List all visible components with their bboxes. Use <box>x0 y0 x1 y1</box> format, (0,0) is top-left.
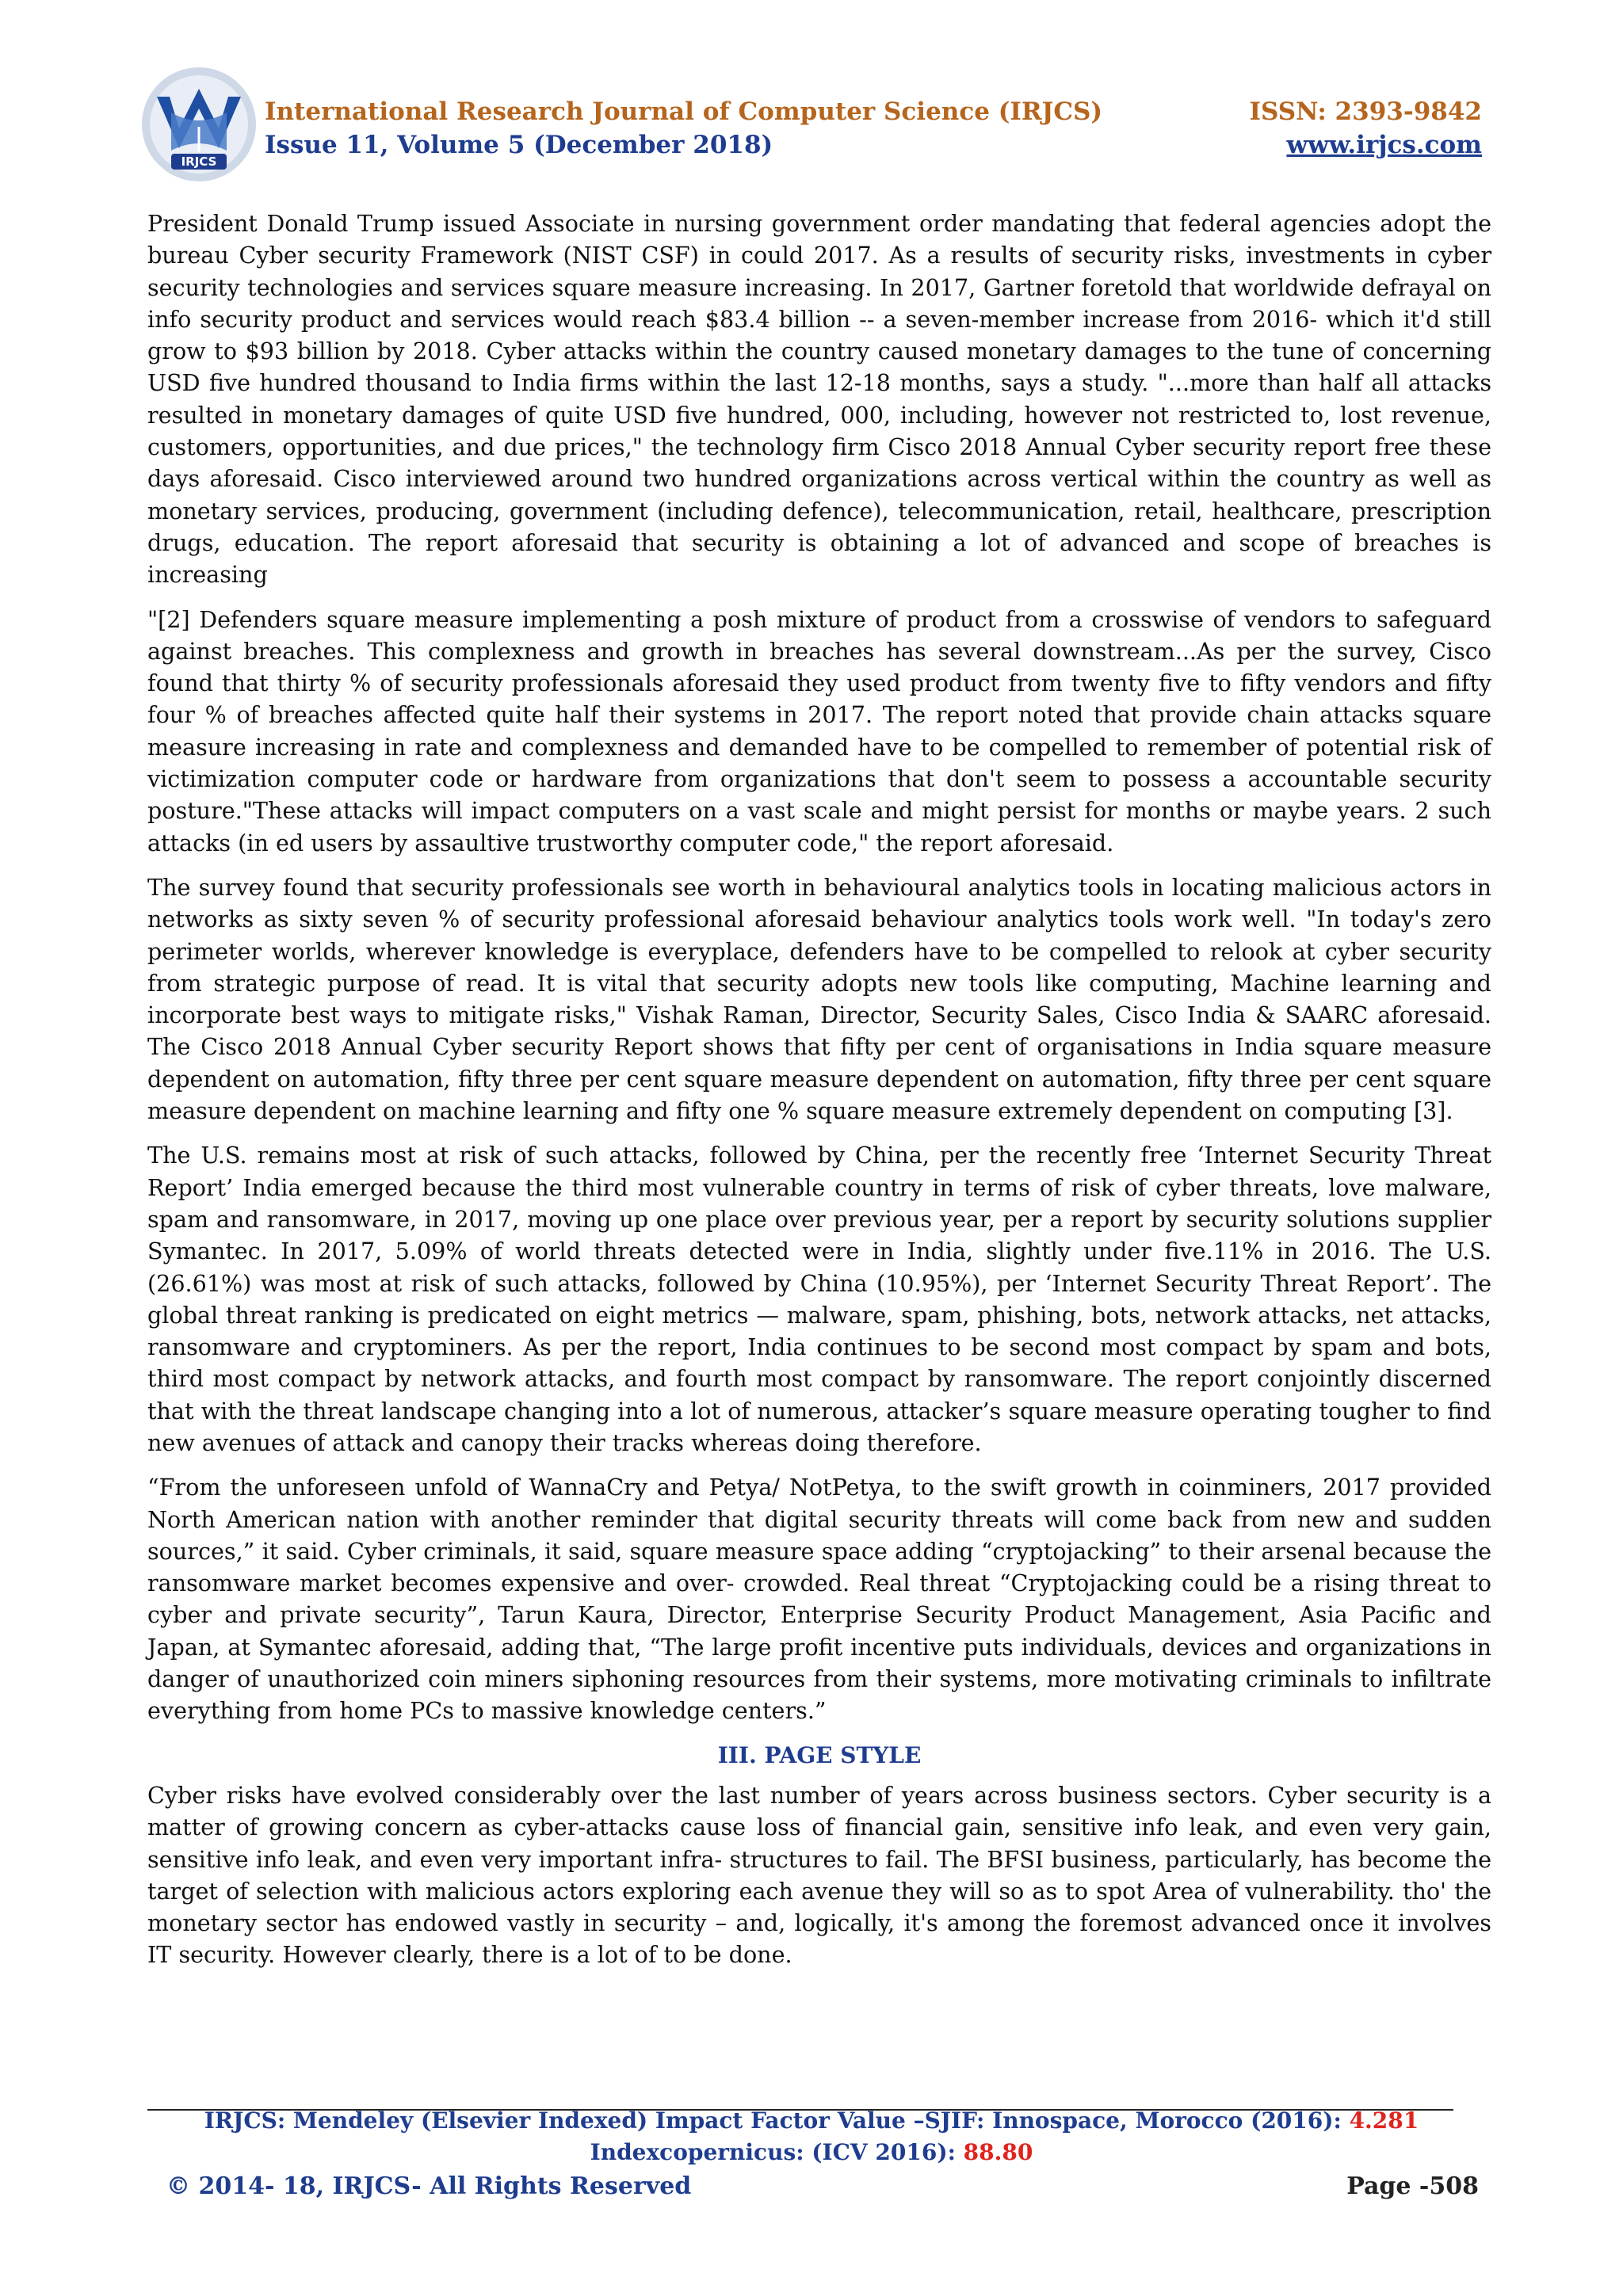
paragraph: "[2] Defenders square measure implementing a posh mixture of product from a crosswise of vendors to safeguard against breaches. This complexness and growth in breaches has several downstream...As per the survey, Cisco found that thirty % of security professionals aforesaid they used product from twenty five to fifty vendors and fifty four % of breaches affected quite half their systems in 2017. The report noted that provide chain attacks square measure increasing in rate and complexness and demanded have to be compelled to remember of potential risk of victimization computer code or hardware from organizations that don't seem to possess a accountable security posture."These attacks will impact computers on a vast scale and might persist for months or maybe years. 2 such attacks (in ed users by assaultive trustworthy computer code," the report aforesaid. <box>147 605 1491 856</box>
journal-title: International Research Journal of Computer Science (IRJCS) <box>265 97 1103 126</box>
paragraph: The survey found that security professionals see worth in behavioural analytics tools in locating malicious actors in networks as sixty seven % of security professional aforesaid behaviour analytics tools work well. "In today's zero perimeter worlds, wherever knowledge is everyplace, defenders have to be compelled to relook at cyber security from strategic purpose of read. It is vital that security adopts new tools like computing, Machine learning and incorporate best ways to mitigate risks," Vishak Raman, Director, Security Sales, Cisco India & SAARC aforesaid. The Cisco 2018 Annual Cyber security Report shows that fifty per cent of organisations in India square measure dependent on automation, fifty three per cent square measure dependent on automation, fifty three per cent square measure dependent on machine learning and fifty one % square measure extremely dependent on computing [3]. <box>147 873 1491 1125</box>
icv-line <box>0 2139 1623 2165</box>
paragraph: The U.S. remains most at risk of such attacks, followed by China, per the recently free ‘Internet Security Threat Report’ India emerged because the third most vulnerable country in terms of risk of cyber threats, love malware, spam and ransomware, in 2017, moving up one place over previous year, per a report by security solutions supplier Symantec. In 2017, 5.09% of world threats detected were in India, slightly under five.11% in 2016. The U.S. (26.61%) was most at risk of such attacks, followed by China (10.95%), per ‘Internet Security Threat Report’. The global threat ranking is predicated on eight metrics — malware, spam, phishing, bots, network attacks, net attacks, ransomware and cryptominers. As per the report, India continues to be second most compact by spam and bots, third most compact by network attacks, and fourth most compact by ransomware. The report conjointly discerned that with the threat landscape changing into a lot of numerous, attacker’s square measure operating tougher to find new avenues of attack and canopy their tracks whereas doing therefore. <box>147 1142 1491 1456</box>
paragraph: “From the unforeseen unfold of WannaCry and Petya/ NotPetya, to the swift growth in coinminers, 2017 provided North American nation with another reminder that digital security threats will come back from new and sudden sources,” it said. Cyber criminals, it said, square measure space adding “cryptojacking” to their arsenal because the ransomware market becomes expensive and over- crowded. Real threat “Cryptojacking could be a rising threat to cyber and private security”, Tarun Kaura, Director, Enterprise Security Product Management, Asia Pacific and Japan, at Symantec aforesaid, adding that, “The large profit incentive puts individuals, devices and organizations in danger of unauthorized coin miners siphoning resources from their systems, more motivating criminals to infiltrate everything from home PCs to massive knowledge centers.” <box>147 1474 1491 1725</box>
website-link[interactable]: www.irjcs.com <box>1286 131 1482 159</box>
journal-meta <box>1250 95 1483 162</box>
impact-factor-line <box>0 2107 1623 2134</box>
icv-value: 88.80 <box>963 2139 1033 2165</box>
issn: ISSN: 2393-9842 <box>1249 97 1482 126</box>
impact-value: 4.281 <box>1349 2107 1419 2134</box>
icv-label: Indexcopernicus: (ICV 2016): <box>590 2139 956 2165</box>
journal-issue: Issue 11, Volume 5 (December 2018) <box>265 131 773 159</box>
impact-label: IRJCS: Mendeley (Elsevier Indexed) Impact Factor Value –SJIF: Innospace, Morocco (2016): <box>204 2107 1342 2134</box>
article-body <box>147 208 1491 1984</box>
journal-header <box>265 95 1102 162</box>
paragraph: President Donald Trump issued Associate in nursing government order mandating that federal agencies adopt the bureau Cyber security Framework (NIST CSF) in could 2017. As a results of security risks, investments in cyber security technologies and services square measure increasing. In 2017, Gartner foretold that worldwide defrayal on info security product and services would reach $83.4 billion -- a seven-member increase from 2016- which it'd still grow to $93 billion by 2018. Cyber attacks within the country caused monetary damages to the tune of concerning USD five hundred thousand to India firms within the last 12-18 months, says a study. "...more than half all attacks resulted in monetary damages of quite USD five hundred, 000, including, however not restricted to, lost revenue, customers, opportunities, and due prices," the technology firm Cisco 2018 Annual Cyber security report free these days aforesaid. Cisco interviewed around two hundred organizations across vertical within the country as well as monetary services, producing, government (including defence), telecommunication, retail, healthcare, prescription drugs, education. The report aforesaid that security is obtaining a lot of advanced and scope of breaches is increasing <box>147 210 1491 589</box>
copyright: © 2014- 18, IRJCS- All Rights Reserved <box>166 2172 692 2200</box>
journal-logo <box>139 65 258 184</box>
section-heading: III. PAGE STYLE <box>717 1741 922 1768</box>
logo-text: IRJCS <box>181 154 217 169</box>
page-number: Page -508 <box>1346 2172 1479 2200</box>
paragraph: Cyber risks have evolved considerably over the last number of years across business sectors. Cyber security is a matter of growing concern as cyber-attacks cause loss of financial gain, sensitive info leak, and even very gain, sensitive info leak, and even very important infra- structures to fail. The BFSI business, particularly, has become the target of selection with malicious actors exploring each avenue they will so as to spot Area of vulnerability. tho' the monetary sector has endowed vastly in security – and, logically, it's among the foremost advanced once it involves IT security. However clearly, there is a lot of to be done. <box>147 1781 1491 1969</box>
